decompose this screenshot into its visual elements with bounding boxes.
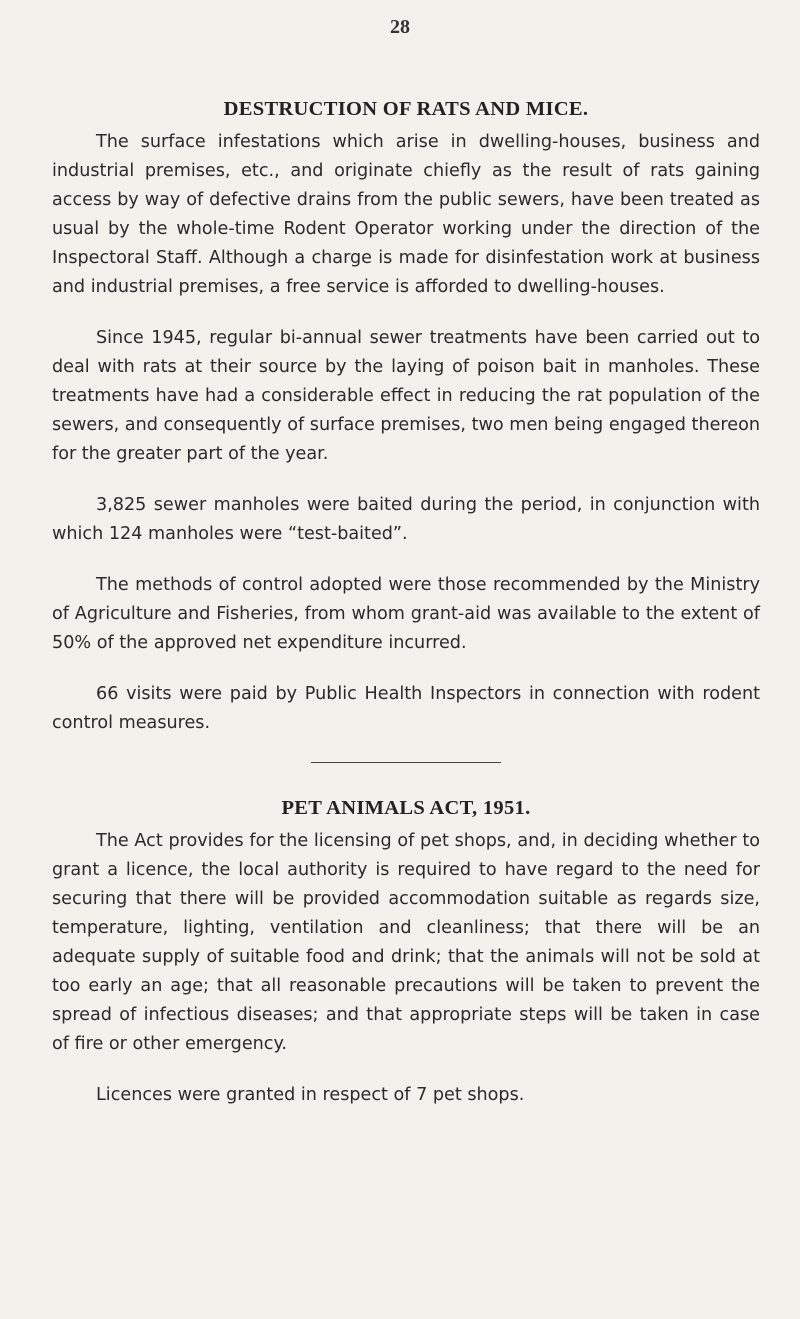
paragraph: The methods of control adopted were those recommended by the Ministry of Agriculture and Fisheries, from whom grant-aid was available to the extent of 50% of the approved net expenditure incurred. bbox=[52, 575, 760, 653]
paragraph: The Act provides for the licensing of pet shops, and, in deciding whether to grant a licence, the local authority is required to have regard to the need for securing that there will be provided accommodation suitable as regards size, temperature, lighting, ventilation and cleanliness; that there will be an adequate supply of suitable food and drink; that the animals will not be sold at too early an age; that all reasonable precautions will be taken to prevent the spread of infectious diseases; and that appropriate steps will be taken in case of fire or other emergency. bbox=[52, 831, 760, 1054]
section-divider bbox=[311, 762, 501, 763]
section-pet-animals-act bbox=[52, 797, 760, 1110]
page-content bbox=[52, 98, 760, 1132]
section-title: PET ANIMALS ACT, 1951. bbox=[281, 797, 531, 819]
section-rats-and-mice bbox=[52, 98, 760, 738]
paragraph: Licences were granted in respect of 7 pet shops. bbox=[96, 1085, 525, 1105]
page-number: 28 bbox=[390, 16, 410, 38]
paragraph: 66 visits were paid by Public Health Inspectors in connection with rodent control measures. bbox=[52, 684, 760, 733]
paragraph: Since 1945, regular bi-annual sewer treatments have been carried out to deal with rats at their source by the laying of poison bait in manholes. These treatments have had a considerable effect in reducing the rat population of the sewers, and consequently of surface premises, two men being engaged thereon for the greater part of the year. bbox=[52, 328, 760, 464]
paragraph: 3,825 sewer manholes were baited during the period, in conjunction with which 124 manholes were “test-baited”. bbox=[52, 495, 760, 544]
section-title: DESTRUCTION OF RATS AND MICE. bbox=[223, 98, 589, 120]
paragraph: The surface infestations which arise in dwelling-houses, business and industrial premises, etc., and originate chiefly as the result of rats gaining access by way of defective drains from the public sewers, have been treated as usual by the whole-time Rodent Operator working under the direction of the Inspectoral Staff. Although a charge is made for disinfestation work at business and industrial premises, a free service is afforded to dwelling-houses. bbox=[52, 132, 760, 297]
